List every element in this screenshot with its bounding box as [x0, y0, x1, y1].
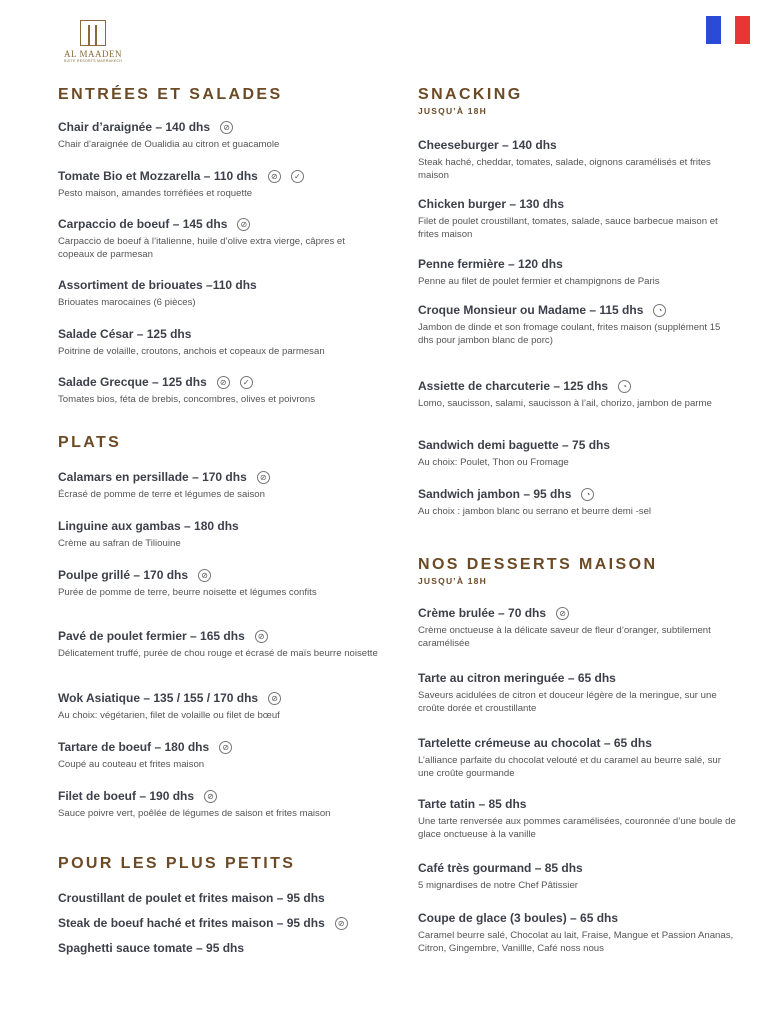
section-subheading: JUSQU’À 18H — [418, 576, 487, 586]
menu-item-description: Sauce poivre vert, poêlée de légumes de saison et frites maison — [58, 808, 331, 819]
menu-item-name-price: Salade Grecque – 125 dhs — [58, 375, 207, 389]
menu-item-name-price: Coupe de glace (3 boules) – 65 dhs — [418, 911, 619, 925]
pork-icon: ◔ — [581, 488, 594, 501]
menu-item-name-price: Croustillant de poulet et frites maison – 95 dhs — [58, 891, 325, 905]
gluten-free-icon: ⊘ — [268, 692, 281, 705]
menu-item-name-price: Poulpe grillé – 170 dhs — [58, 568, 189, 582]
menu-item — [418, 736, 738, 780]
menu-item-name-price: Tartelette crémeuse au chocolat – 65 dhs — [418, 736, 652, 750]
menu-item-description: Jambon de dinde et son fromage coulant, frites maison (supplément 15 dhs pour jambon blanc de porc) — [418, 322, 721, 346]
menu-item-name-price: Chicken burger – 130 dhs — [418, 197, 565, 211]
section-snacking — [418, 86, 738, 116]
menu-item — [58, 891, 378, 905]
menu-item-description: Au choix: Poulet, Thon ou Fromage — [418, 457, 569, 468]
menu-item-description: Briouates marocaines (6 pièces) — [58, 297, 196, 308]
menu-item-description: L’alliance parfaite du chocolat velouté et du caramel au beurre salé, sur une croûte gourmande — [418, 755, 721, 779]
menu-item — [58, 327, 378, 359]
section-plats — [58, 434, 378, 452]
menu-item — [418, 671, 738, 715]
menu-item-title — [418, 379, 738, 393]
menu-item-name-price: Spaghetti sauce tomate – 95 dhs — [58, 941, 245, 955]
logo-mark-icon — [80, 20, 106, 46]
menu-item-description: Carpaccio de boeuf à l’italienne, huile d’olive extra vierge, câpres et copeaux de parmesan — [58, 236, 345, 260]
menu-item-title — [58, 941, 378, 955]
section-petits — [58, 855, 378, 873]
gluten-free-icon: ⊘ — [237, 218, 250, 231]
menu-item-name-price: Café très gourmand – 85 dhs — [418, 861, 583, 875]
menu-item-description: Caramel beurre salé, Chocolat au lait, Fraise, Mangue et Passion Ananas, Citron, Gingembre, Vanillle, Café noss nous — [418, 930, 734, 954]
menu-item-name-price: Wok Asiatique – 135 / 155 / 170 dhs — [58, 691, 259, 705]
menu-item-name-price: Penne fermière – 120 dhs — [418, 257, 563, 271]
menu-item-name-price: Tomate Bio et Mozzarella – 110 dhs — [58, 169, 258, 183]
menu-item — [58, 470, 378, 502]
pork-icon: ◔ — [618, 380, 631, 393]
menu-item-title — [418, 861, 738, 875]
brand-tagline: SUITE RESORTS MARRAKECH — [63, 59, 123, 63]
menu-item — [418, 197, 738, 241]
section-heading: ENTRÉES ET SALADES — [58, 86, 283, 103]
menu-item-title — [58, 278, 378, 292]
menu-item-name-price: Assiette de charcuterie – 125 dhs — [418, 379, 609, 393]
menu-item-description: Au choix: végétarien, filet de volaille ou filet de bœuf — [58, 710, 280, 721]
section-subheading: JUSQU’À 18H — [418, 106, 487, 116]
section-heading: NOS DESSERTS MAISON — [418, 556, 658, 573]
menu-item — [418, 138, 738, 182]
menu-item — [418, 606, 738, 650]
gluten-free-icon: ⊘ — [217, 376, 230, 389]
gluten-free-icon: ⊘ — [198, 569, 211, 582]
menu-item-title — [418, 138, 738, 152]
menu-item — [58, 916, 378, 930]
menu-item — [58, 740, 378, 772]
pork-icon: ◔ — [653, 304, 666, 317]
menu-item-title — [418, 606, 738, 620]
flag-stripe-white — [721, 16, 736, 44]
menu-item — [58, 691, 378, 723]
section-heading: POUR LES PLUS PETITS — [58, 855, 296, 872]
menu-item-title — [418, 438, 738, 452]
menu-item-name-price: Crème brulée – 70 dhs — [418, 606, 547, 620]
menu-item — [418, 438, 738, 470]
menu-item — [418, 379, 738, 411]
menu-item-title — [58, 691, 378, 705]
vegetarian-icon: ✓ — [291, 170, 304, 183]
section-desserts — [418, 556, 738, 586]
menu-item-title — [58, 217, 378, 231]
menu-item-title — [58, 916, 378, 930]
menu-item — [418, 797, 738, 841]
menu-item — [58, 629, 378, 661]
menu-item-title — [58, 629, 378, 643]
menu-item-name-price: Chair d’araignée – 140 dhs — [58, 120, 211, 134]
menu-item-title — [58, 789, 378, 803]
menu-item-title — [418, 303, 738, 317]
menu-item-name-price: Linguine aux gambas – 180 dhs — [58, 519, 239, 533]
vegetarian-icon: ✓ — [240, 376, 253, 389]
menu-item-title — [418, 911, 738, 925]
menu-item-title — [58, 519, 378, 533]
flag-stripe-red — [735, 16, 750, 44]
menu-item — [418, 257, 738, 289]
menu-item-name-price: Assortiment de briouates –110 dhs — [58, 278, 257, 292]
language-flag-fr-icon[interactable] — [706, 16, 750, 44]
menu-item-name-price: Tarte tatin – 85 dhs — [418, 797, 527, 811]
menu-item — [418, 303, 738, 347]
gluten-free-icon: ⊘ — [268, 170, 281, 183]
menu-item-name-price: Tartare de boeuf – 180 dhs — [58, 740, 210, 754]
menu-item-title — [418, 257, 738, 271]
menu-item-name-price: Steak de boeuf haché et frites maison – 95 dhs — [58, 916, 325, 930]
menu-item-name-price: Filet de boeuf – 190 dhs — [58, 789, 195, 803]
menu-item-description: Purée de pomme de terre, beurre noisette et légumes confits — [58, 587, 317, 598]
menu-item-description: Pesto maison, amandes torréfiées et roquette — [58, 188, 253, 199]
menu-item-title — [58, 740, 378, 754]
menu-item-name-price: Calamars en persillade – 170 dhs — [58, 470, 247, 484]
menu-item-description: Au choix : jambon blanc ou serrano et beurre demi -sel — [418, 506, 652, 517]
brand-name: AL MAADEN — [64, 49, 122, 59]
menu-item-title — [58, 169, 378, 183]
menu-item-description: Filet de poulet croustillant, tomates, salade, sauce barbecue maison et frites maison — [418, 216, 718, 240]
menu-item-name-price: Sandwich demi baguette – 75 dhs — [418, 438, 611, 452]
menu-item-name-price: Cheeseburger – 140 dhs — [418, 138, 557, 152]
menu-item-description: Steak haché, cheddar, tomates, salade, oignons caramélisés et frites maison — [418, 157, 711, 181]
menu-item-title — [58, 568, 378, 582]
menu-item — [58, 278, 378, 310]
menu-item-title — [418, 736, 738, 750]
menu-item-description: 5 mignardises de notre Chef Pâtissier — [418, 880, 578, 891]
menu-item — [418, 911, 738, 955]
gluten-free-icon: ⊘ — [556, 607, 569, 620]
menu-item-name-price: Salade César – 125 dhs — [58, 327, 192, 341]
menu-item — [58, 169, 378, 201]
menu-item — [58, 120, 378, 152]
menu-item-description: Crème au safran de Tiliouine — [58, 538, 181, 549]
flag-stripe-blue — [706, 16, 721, 44]
section-heading: PLATS — [58, 434, 122, 451]
menu-item-title — [418, 797, 738, 811]
menu-item-name-price: Pavé de poulet fermier – 165 dhs — [58, 629, 245, 643]
menu-item-title — [418, 487, 738, 501]
menu-item — [58, 789, 378, 821]
section-entrees — [58, 86, 378, 104]
menu-item-description: Écrasé de pomme de terre et légumes de saison — [58, 489, 265, 500]
menu-item-title — [418, 671, 738, 685]
menu-item — [58, 519, 378, 551]
gluten-free-icon: ⊘ — [219, 741, 232, 754]
gluten-free-icon: ⊘ — [255, 630, 268, 643]
menu-item-description: Lomo, saucisson, salami, saucisson à l’ail, chorizo, jambon de parme — [418, 398, 712, 409]
menu-item — [58, 217, 378, 261]
menu-item-name-price: Tarte au citron meringuée – 65 dhs — [418, 671, 616, 685]
menu-item-title — [58, 327, 378, 341]
menu-item — [58, 568, 378, 600]
menu-item-name-price: Carpaccio de boeuf – 145 dhs — [58, 217, 228, 231]
menu-item-title — [58, 470, 378, 484]
menu-item-name-price: Sandwich jambon – 95 dhs — [418, 487, 572, 501]
menu-item-description: Coupé au couteau et frites maison — [58, 759, 205, 770]
menu-item-name-price: Croque Monsieur ou Madame – 115 dhs — [418, 303, 644, 317]
menu-item-description: Une tarte renversée aux pommes caramélisées, couronnée d’une boule de glace onctueuse à la vanille — [418, 816, 736, 840]
menu-item-description: Chair d’araignée de Oualidia au citron et guacamole — [58, 139, 280, 150]
gluten-free-icon: ⊘ — [257, 471, 270, 484]
menu-item — [418, 487, 738, 519]
menu-item — [58, 375, 378, 407]
menu-item — [418, 861, 738, 893]
gluten-free-icon: ⊘ — [204, 790, 217, 803]
menu-item-description: Tomates bios, féta de brebis, concombres, olives et poivrons — [58, 394, 316, 405]
menu-item-description: Penne au filet de poulet fermier et champignons de Paris — [418, 276, 660, 287]
brand-logo — [58, 20, 128, 63]
section-heading: SNACKING — [418, 86, 523, 103]
menu-item-title — [418, 197, 738, 211]
menu-item-description: Délicatement truffé, purée de chou rouge et écrasé de maïs beurre noisette — [58, 648, 378, 659]
menu-item-description: Poitrine de volaille, croutons, anchois et copeaux de parmesan — [58, 346, 325, 357]
menu-item — [58, 941, 378, 955]
menu-item-title — [58, 891, 378, 905]
gluten-free-icon: ⊘ — [220, 121, 233, 134]
menu-item-description: Crème onctueuse à la délicate saveur de fleur d’oranger, subtilement caramélisée — [418, 625, 711, 649]
gluten-free-icon: ⊘ — [335, 917, 348, 930]
menu-item-description: Saveurs acidulées de citron et douceur légère de la meringue, sur une croûte dorée et croustillante — [418, 690, 717, 714]
menu-item-title — [58, 120, 378, 134]
menu-item-title — [58, 375, 378, 389]
